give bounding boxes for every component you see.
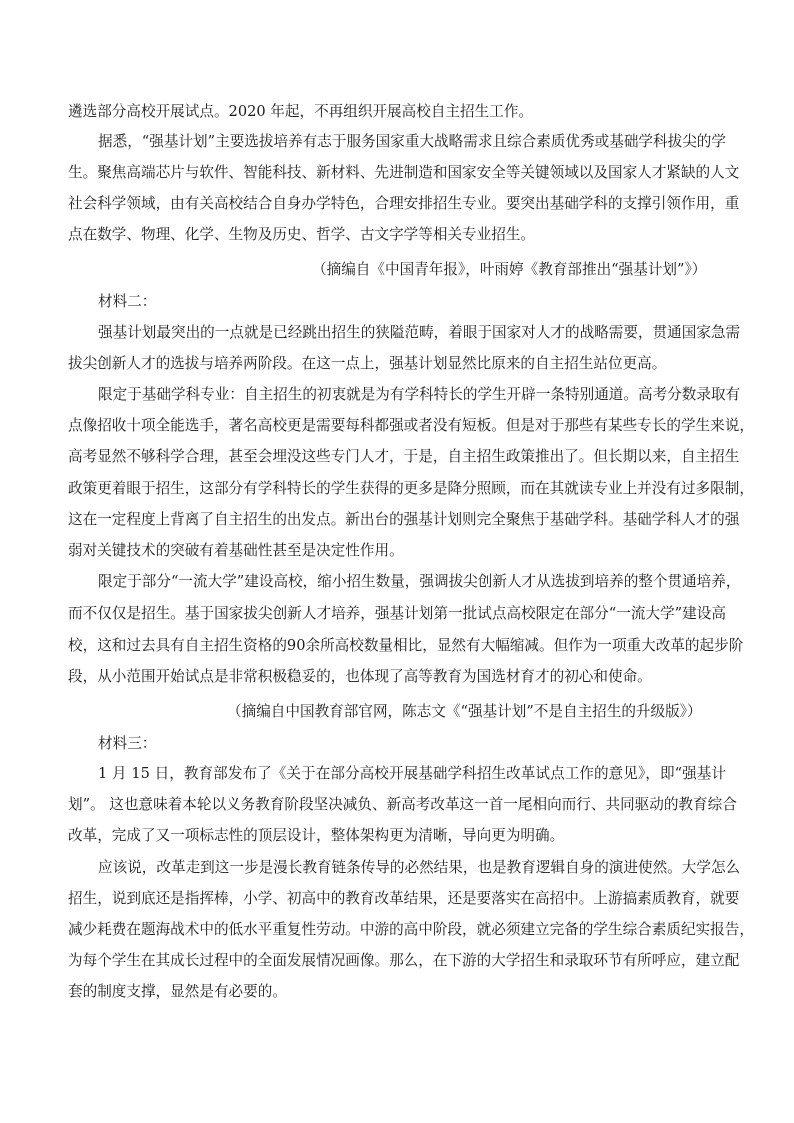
paragraph-line: 社会科学领域，由有关高校结合自身办学特色，合理安排招生专业。要突出基础学科的支撑引领作用，重 [68,195,740,212]
paragraph-line: 点在数学、物理、化学、生物及历史、哲学、古文字学等相关专业招生。 [68,226,536,243]
paragraph-line: 强基计划最突出的一点就是已经跳出招生的狭隘范畴，着眼于国家对人才的战略需要，贯通国家急需 [98,324,741,341]
source-citation: （摘编自《中国青年报》，叶雨婷《教育部推出“强基计划”》） [312,261,707,278]
paragraph-line: 改革，完成了又一项标志性的顶层设计，整体架构更为清晰，导向更为明确。 [68,827,565,844]
paragraph-line: 政策更着眼于招生，这部分有学科特长的学生获得的更多是降分照顾，而在其就读专业上并没有过多限制， [68,480,754,497]
paragraph-line: 减少耗费在题海战术中的低水平重复性劳动。中游的高中阶段，就必须建立完备的学生综合素质纪实报告， [68,921,754,938]
section-label: 材料二： [98,293,157,310]
paragraph-line: 遴选部分高校开展试点。2020 年起，不再组织开展高校自主招生工作。 [68,103,534,120]
paragraph-line: 而不仅仅是招生。基于国家拔尖创新人才培养，强基计划第一批试点高校限定在部分“一流大学”建设高 [68,605,726,622]
paragraph-line: 为每个学生在其成长过程中的全面发展情况画像。那么，在下游的大学招生和录取环节有所呼应，建立配 [68,952,740,969]
paragraph-line: 点像招收十项全能选手，著名高校更是需要每科都强或者没有短板。但是对于那些有某些专长的学生来说， [68,417,754,434]
paragraph-line: 拔尖创新人才的选拔与培养两阶段。在这一点上，强基计划显然比原来的自主招生站位更高。 [68,355,667,372]
paragraph-line: 限定于基础学科专业：自主招生的初衷就是为有学科特长的学生开辟一条特别通道。高考分数录取有 [98,386,741,403]
paragraph-line: 套的制度支撑，显然是有必要的。 [68,983,287,1000]
paragraph-line: 限定于部分“一流大学”建设高校，缩小招生数量，强调拔尖创新人才从选拔到培养的整个贯通培养， [98,573,741,590]
paragraph-line: 应该说，改革走到这一步是漫长教育链条传导的必然结果，也是教育逻辑自身的演进使然。大学怎么 [98,859,741,876]
paragraph-line: 段，从小范围开始试点是非常积极稳妥的，也体现了高等教育为国选材育才的初心和使命。 [68,668,652,685]
paragraph-line: 高考显然不够科学合理，甚至会埋没这些专门人才，于是，自主招生政策推出了。但长期以来，自主招生 [68,448,740,465]
paragraph-line: 生。聚焦高端芯片与软件、智能科技、新材料、先进制造和国家安全等关键领域以及国家人才紧缺的人文 [68,164,740,181]
section-label: 材料三： [98,735,157,752]
paragraph-line: 据悉，“强基计划”主要选拔培养有志于服务国家重大战略需求且综合素质优秀或基础学科拔尖的学 [98,133,726,150]
paragraph-line: 弱对关键技术的突破有着基础性甚至是决定性作用。 [68,542,404,559]
paragraph-line: 校，这和过去具有自主招生资格的90余所高校数量相比，显然有大幅缩减。但作为一项重大改革的起步阶 [68,637,744,654]
paragraph-line: 这在一定程度上背离了自主招生的出发点。新出台的强基计划则完全聚焦于基础学科。基础学科人才的强 [68,511,740,528]
paragraph-line: 招生，说到底还是指挥棒，小学、初高中的教育改革结果，还是要落实在高招中。上游搞素质教育，就要 [68,890,740,907]
paragraph-line: 1 月 15 日，教育部发布了《关于在部分高校开展基础学科招生改革试点工作的意见》，即“强基计 [98,765,726,782]
source-citation: （摘编自中国教育部官网，陈志文《“强基计划”不是自主招生的升级版》） [227,703,702,720]
paragraph-line: 划”。 这也意味着本轮以义务教育阶段坚决减负、新高考改革这一首一尾相向而行、共同驱动的教育综合 [68,796,737,813]
